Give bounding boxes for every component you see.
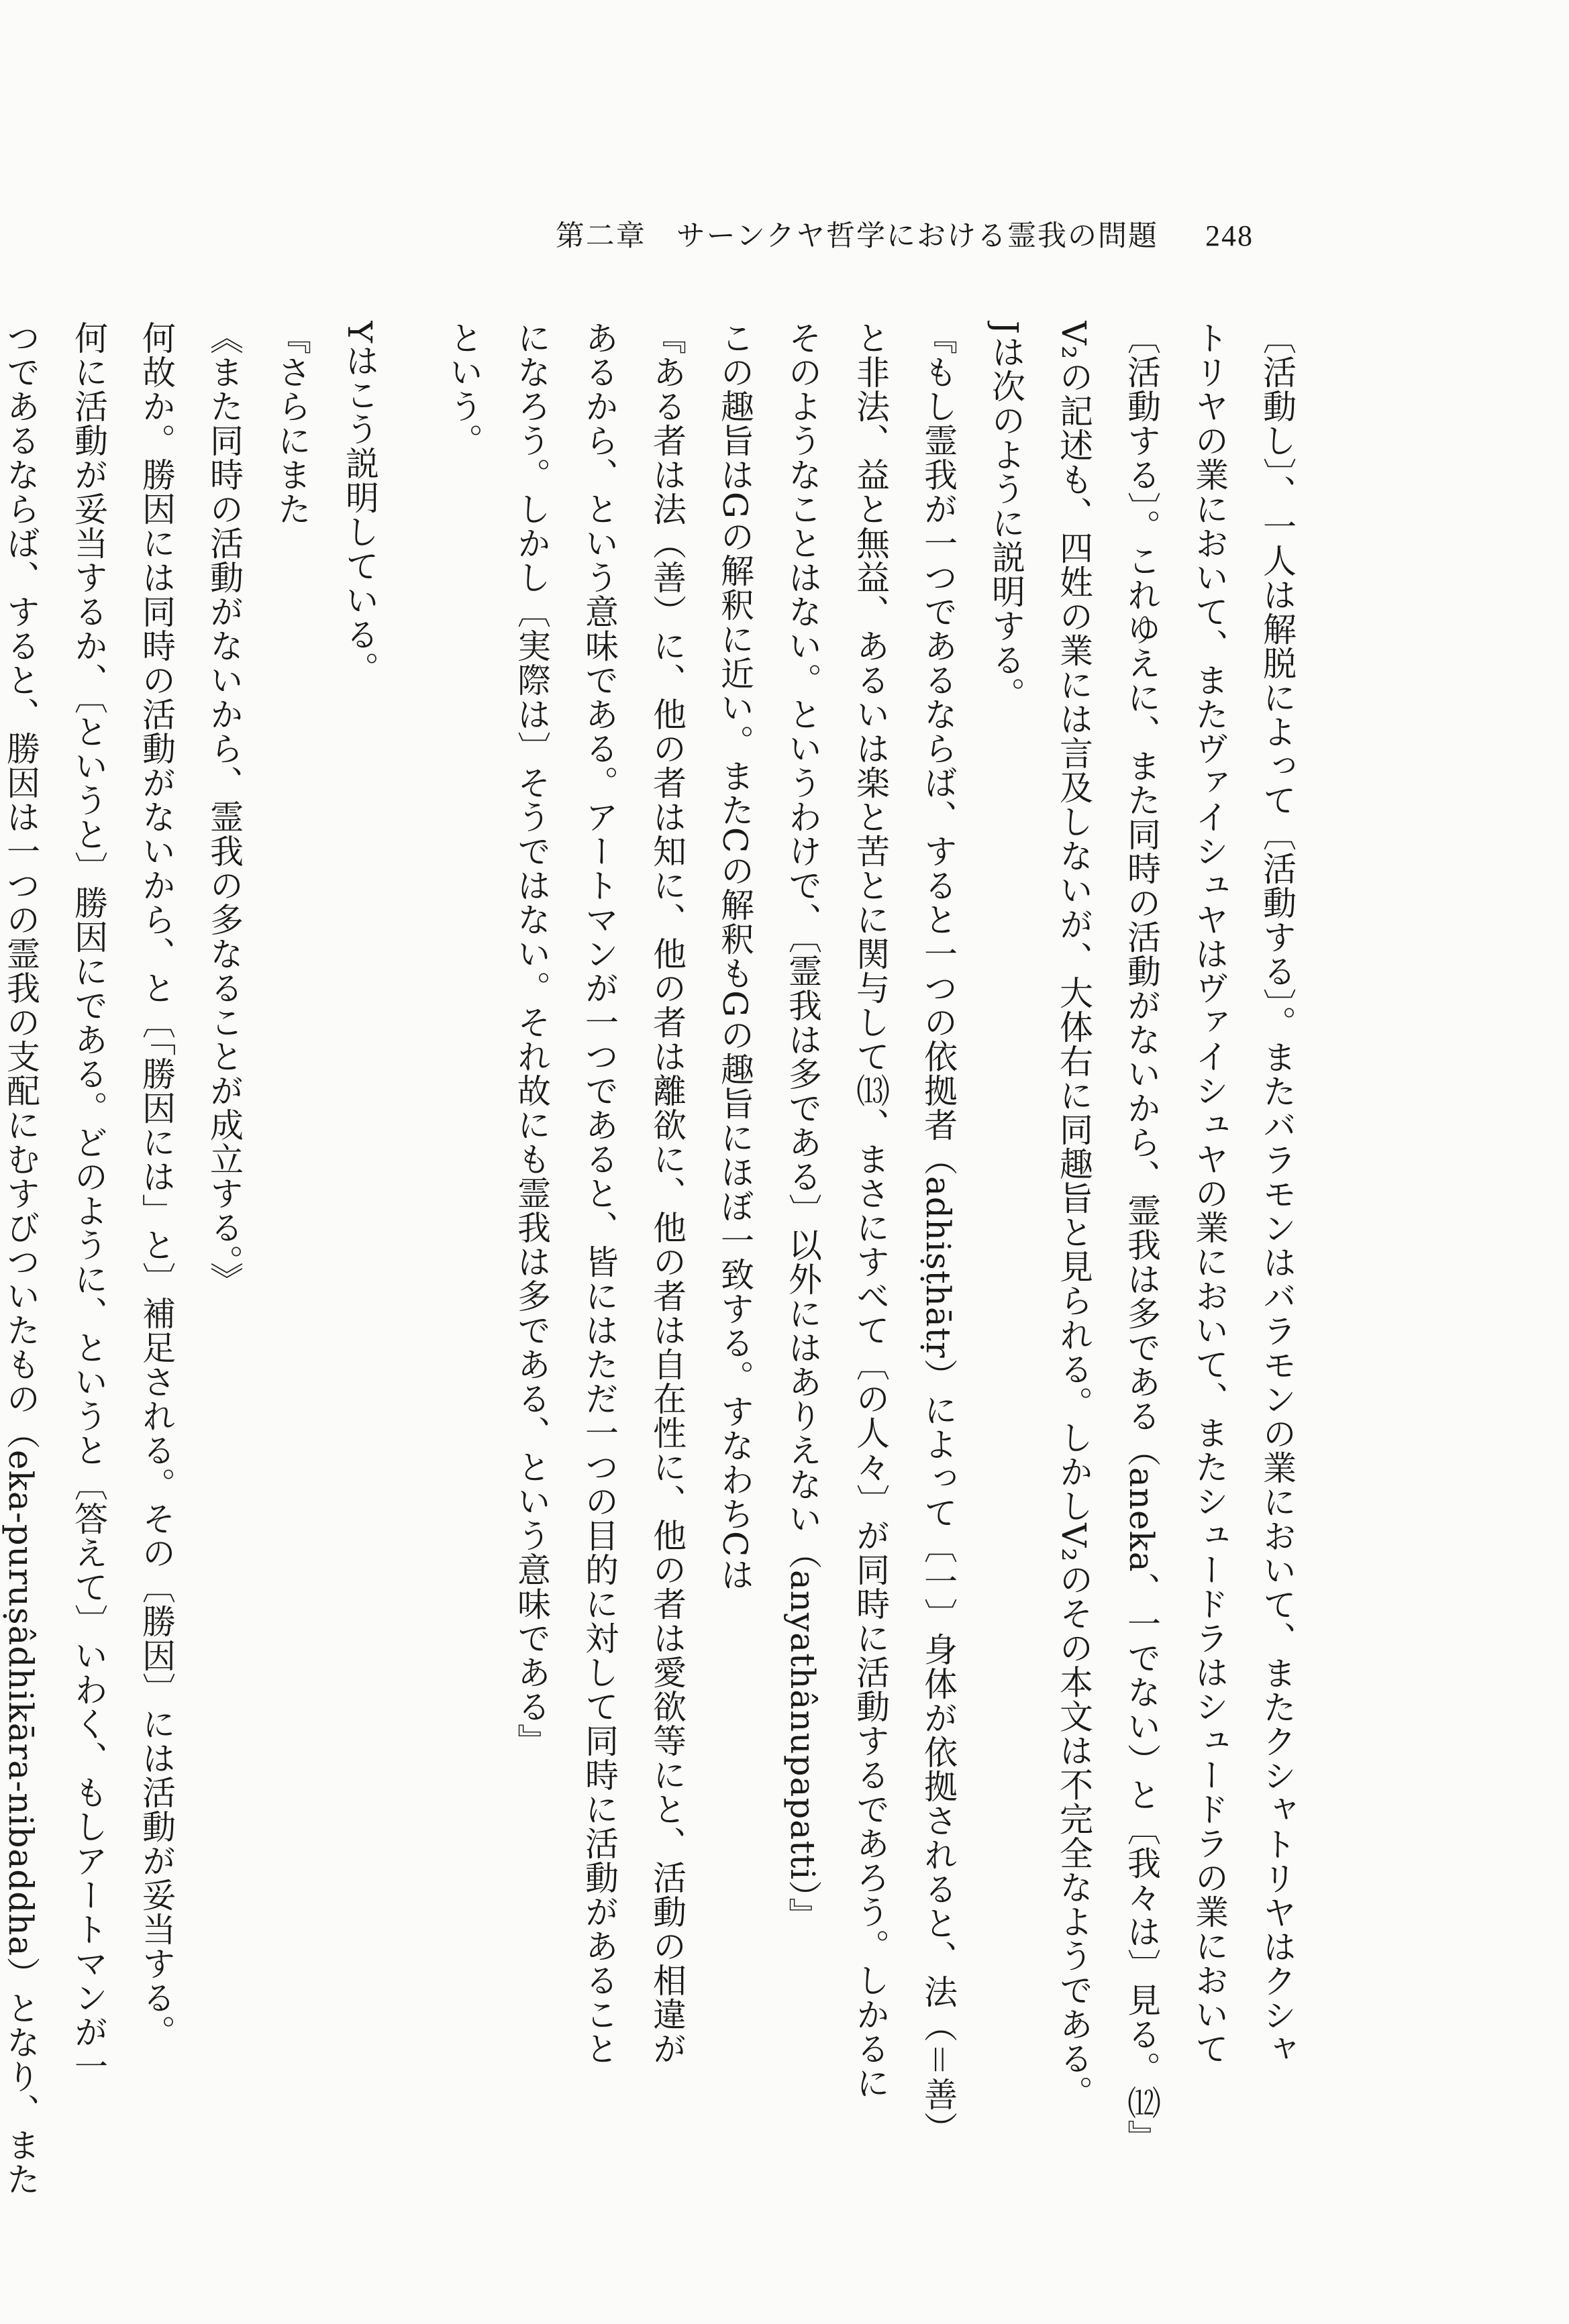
text-line: Jは次のように説明する。	[986, 321, 1025, 712]
text-line: 『さらにまた	[272, 321, 311, 526]
text-line: トリヤの業において、またヴァイシュヤはヴァイシュヤの業において、またシュードラはシュードラの業において	[1190, 321, 1229, 2066]
vertical-text-block	[1, 321, 1311, 2233]
text-line: 何故か。勝因には同時の活動がないから、と〔「勝因には」と〕補足される。その〔勝因〕には活動が妥当する。	[137, 321, 176, 2049]
text-line: になろう。しかし〔実際は〕そうではない。それ故にも霊我は多である、という意味である』	[512, 321, 551, 1758]
text-line: と非法、益と無益、あるいは楽と苦とに関与して⒀、まさにすべて〔の人々〕が同時に活動するであろう。しかるに	[851, 321, 890, 2100]
page-number: 248	[1205, 219, 1254, 252]
text-line: という。	[444, 321, 483, 458]
text-line: 何に活動が妥当するか、〔というと〕勝因にである。どのように、というと〔答えて〕いわく、もしアートマンが一	[69, 321, 108, 2083]
running-head	[556, 213, 1254, 254]
text-line: 『もし霊我が一つであるならば、すると一つの依拠者（adhiṣṭhātṛ）によって〔一〕身体が依拠されると、法（＝善）	[919, 321, 958, 2146]
text-line: 《また同時の活動がないから、霊我の多なることが成立する。》	[205, 321, 244, 1296]
text-line: 〔活動する〕。これゆえに、また同時の活動がないから、霊我は多である（aneka、一でない）と〔我々は〕見る。⑿』	[1122, 321, 1161, 2154]
text-line: そのようなことはない。というわけで、〔霊我は多である〕以外にはありえない（anyathânupapatti）』	[783, 321, 822, 1932]
text-line: V₂の記述も、四姓の業には言及しないが、大体右に同趣旨と見られる。しかしV₂のその本文は不完全なようである。	[1054, 321, 1093, 2110]
text-line: この趣旨はGの解釈に近い。またCの解釈もGの趣旨にほぼ一致する。すなわちCは	[715, 321, 754, 1592]
text-line: つであるならば、すると、勝因は一つの霊我の支配にむすびついたもの（eka-puruṣâdhikāra-nibaddha）となり、また	[1, 321, 40, 2197]
text-line: Yはこう説明している。	[340, 321, 379, 686]
text-line: 〔活動し〕、一人は解脱によって〔活動する〕。またバラモンはバラモンの業において、またクシャトリヤはクシャ	[1258, 321, 1297, 2066]
chapter-title: 第二章 サーンクヤ哲学における霊我の問題	[555, 219, 1158, 253]
text-line: 『ある者は法（善）に、他の者は知に、他の者は離欲に、他の者は自在性に、他の者は愛欲等にと、活動の相違が	[648, 321, 687, 2066]
text-line: あるから、という意味である。アートマンが一つであると、皆にはただ一つの目的に対して同時に活動があること	[580, 321, 619, 2066]
